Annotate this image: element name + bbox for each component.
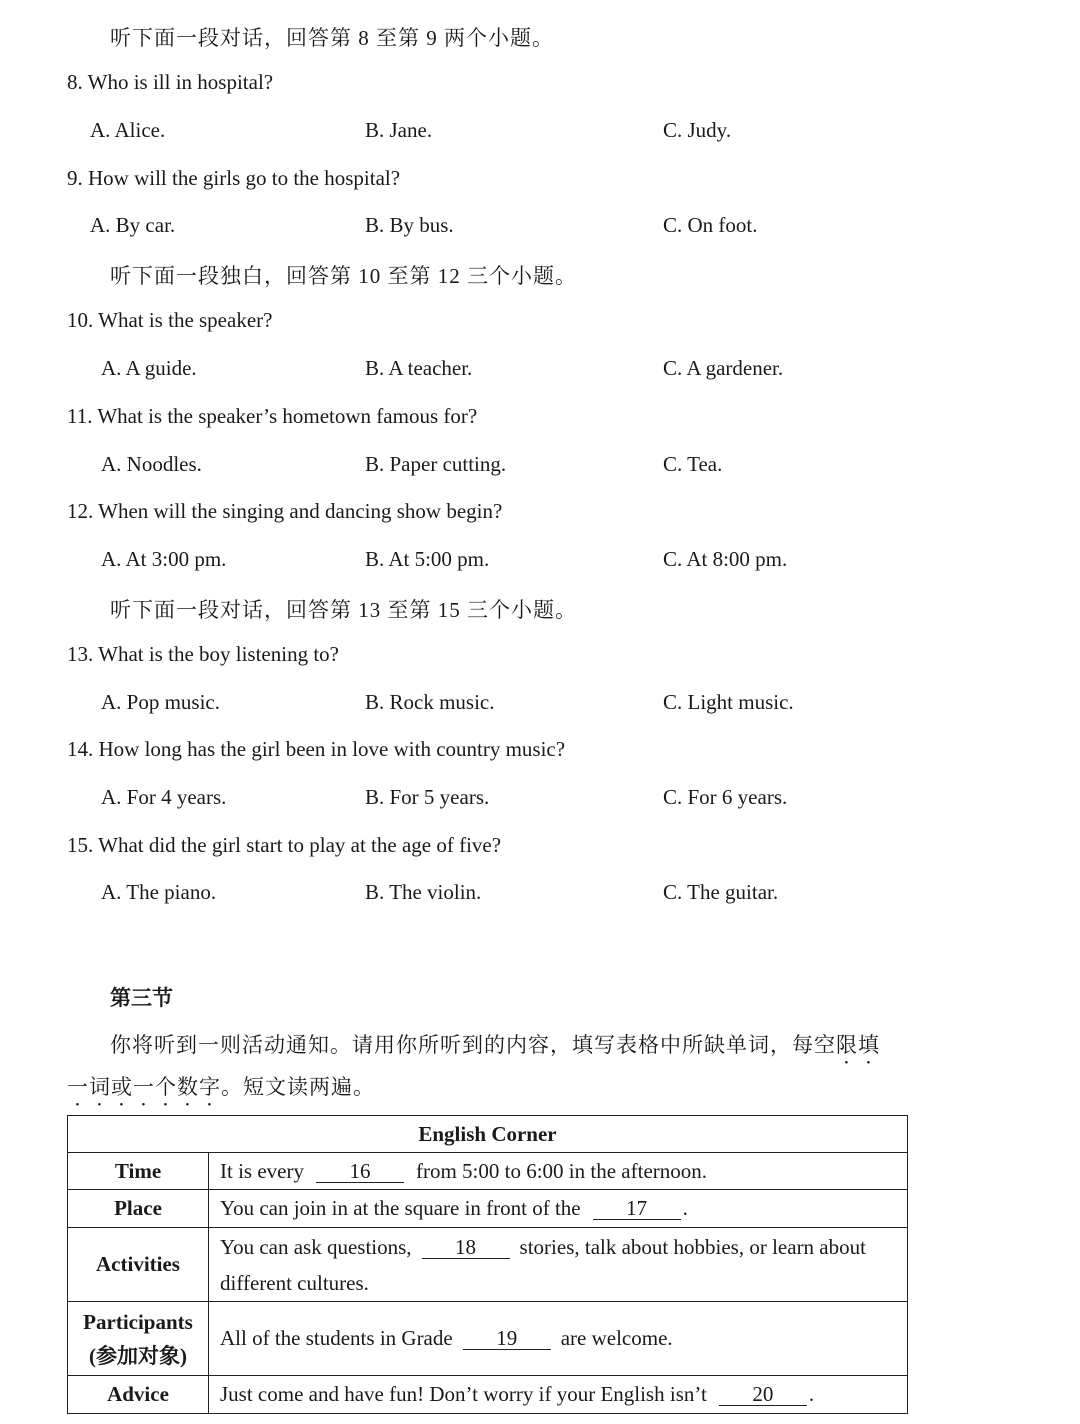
question-8-option-b: B. Jane.	[365, 118, 433, 142]
question-15-option-c: C. The guitar.	[663, 880, 779, 904]
table-header-row	[68, 1116, 908, 1153]
row-text-post: .	[808, 1382, 815, 1406]
row-label-time: Time	[68, 1153, 209, 1190]
instruction-10-12: 听下面一段独白，回答第 10 至第 12 三个小题。	[110, 264, 577, 288]
question-14-option-b: B. For 5 years.	[365, 785, 490, 809]
question-13-option-a: A. Pop music.	[101, 690, 221, 714]
question-12-stem: 12. When will the singing and dancing show begin?	[67, 499, 503, 523]
table-row-participants	[68, 1302, 908, 1376]
table-title: English Corner	[68, 1116, 908, 1153]
table-row-activities	[68, 1228, 908, 1302]
question-9-option-c: C. On foot.	[663, 213, 758, 237]
row-text-pre: All of the students in Grade	[220, 1326, 453, 1350]
instructions-part-1: 你将听到一则活动通知。请用你所听到的内容，填写表格中所缺单词，每空	[110, 1033, 836, 1057]
table-row-advice	[68, 1376, 908, 1414]
question-13-option-b: B. Rock music.	[365, 690, 495, 714]
question-13-option-c: C. Light music.	[663, 690, 794, 714]
question-14-option-a: A. For 4 years.	[101, 785, 227, 809]
question-10-option-a: A. A guide.	[101, 356, 197, 380]
blank-16[interactable]: 16	[316, 1160, 404, 1183]
blank-20[interactable]: 20	[719, 1383, 807, 1406]
row-text-pre: You can ask questions,	[220, 1234, 412, 1259]
participants-label-note: (参加对象)	[89, 1343, 187, 1368]
section-3-instructions	[67, 1027, 897, 1111]
instructions-emphasis-1: 限填	[836, 1033, 880, 1057]
row-text-post: .	[682, 1196, 688, 1220]
question-9-option-b: B. By bus.	[365, 213, 454, 237]
question-10-stem: 10. What is the speaker?	[67, 308, 273, 332]
row-text-pre: Just come and have fun! Don’t worry if your English isn’t	[220, 1382, 707, 1406]
question-11-option-c: C. Tea.	[663, 452, 723, 476]
instructions-part-2: 。短文读两遍。	[221, 1075, 375, 1099]
question-10-option-c: C. A gardener.	[663, 356, 784, 380]
question-12-option-a: A. At 3:00 pm.	[101, 547, 227, 571]
row-label-place: Place	[68, 1190, 209, 1228]
blank-19[interactable]: 19	[463, 1327, 551, 1350]
blank-18[interactable]: 18	[422, 1236, 510, 1259]
question-12-option-b: B. At 5:00 pm.	[365, 547, 490, 571]
row-text-line2: different cultures.	[220, 1270, 369, 1295]
row-label-participants	[68, 1302, 209, 1376]
question-12-option-c: C. At 8:00 pm.	[663, 547, 788, 571]
row-text-post: from 5:00 to 6:00 in the afternoon.	[415, 1158, 708, 1183]
question-8-option-a: A. Alice.	[90, 118, 166, 142]
row-text-pre: You can join in at the square in front of the	[220, 1196, 581, 1220]
row-text-post: stories, talk about hobbies, or learn about	[519, 1234, 866, 1259]
instruction-8-9: 听下面一段对话，回答第 8 至第 9 两个小题。	[110, 26, 554, 50]
row-content-participants	[209, 1302, 908, 1376]
row-content-place	[209, 1190, 908, 1228]
row-text-pre: It is every	[220, 1158, 304, 1183]
question-11-option-a: A. Noodles.	[101, 452, 202, 476]
table-row-time	[68, 1153, 908, 1190]
question-9-option-a: A. By car.	[90, 213, 176, 237]
question-13-stem: 13. What is the boy listening to?	[67, 642, 339, 666]
question-15-option-a: A. The piano.	[101, 880, 217, 904]
instruction-13-15: 听下面一段对话，回答第 13 至第 15 三个小题。	[110, 598, 577, 622]
question-15-stem: 15. What did the girl start to play at the age of five?	[67, 833, 502, 857]
instructions-emphasis-2: 一词或一个数字	[67, 1075, 221, 1099]
question-9-stem: 9. How will the girls go to the hospital?	[67, 166, 401, 190]
blank-17[interactable]: 17	[593, 1197, 681, 1220]
row-content-advice	[209, 1376, 908, 1414]
question-8-stem: 8. Who is ill in hospital?	[67, 70, 274, 94]
question-11-option-b: B. Paper cutting.	[365, 452, 507, 476]
question-8-option-c: C. Judy.	[663, 118, 732, 142]
row-content-activities	[209, 1228, 908, 1302]
question-15-option-b: B. The violin.	[365, 880, 482, 904]
question-14-option-c: C. For 6 years.	[663, 785, 788, 809]
question-10-option-b: B. A teacher.	[365, 356, 473, 380]
row-text-post: are welcome.	[560, 1326, 673, 1350]
question-11-stem: 11. What is the speaker’s hometown famous for?	[67, 404, 478, 428]
question-14-stem: 14. How long has the girl been in love with country music?	[67, 737, 566, 761]
row-content-time	[209, 1153, 908, 1190]
section-3-title: 第三节	[110, 986, 173, 1010]
row-label-advice: Advice	[68, 1376, 209, 1414]
table-row-place	[68, 1190, 908, 1228]
english-corner-table	[67, 1115, 908, 1414]
row-label-activities: Activities	[68, 1228, 209, 1302]
participants-label: Participants	[83, 1309, 193, 1334]
